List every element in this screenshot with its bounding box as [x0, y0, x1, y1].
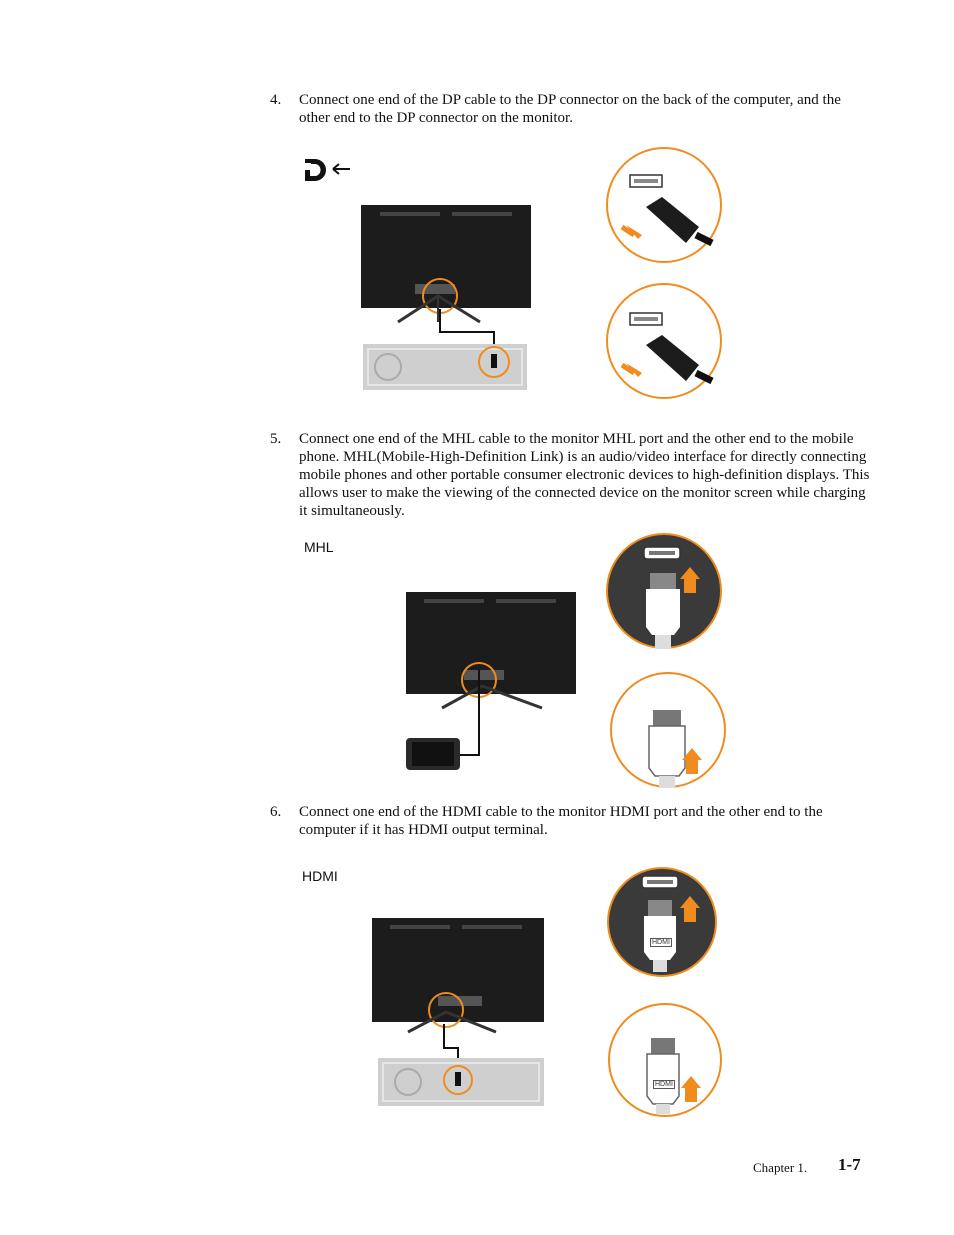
hdmi-label: HDMI	[302, 868, 338, 884]
dp-monitor-figure	[360, 204, 535, 394]
hdmi-connector-detail-top	[600, 866, 724, 984]
hdmi-plug-label: HDMI	[655, 1081, 673, 1088]
hdmi-monitor-figure	[370, 916, 550, 1111]
step-text: Connect one end of the MHL cable to the monitor MHL port and the other end to the mobile phone. MHL(Mobile-High-Definition Link) is an audio/video interface for directly connecting mobile phones and other portable consumer electronic devices to high-definition displays. This allows user to make the viewing of the connected device on the monitor screen while charging it simultaneously.	[299, 431, 870, 519]
step-text: Connect one end of the HDMI cable to the monitor HDMI port and the other end to the computer if it has HDMI output terminal.	[299, 804, 823, 838]
step-6	[270, 803, 870, 839]
step-number: 6.	[270, 804, 282, 820]
footer-chapter: Chapter 1.	[753, 1160, 808, 1175]
mhl-connector-detail-top	[602, 531, 726, 651]
mhl-label: MHL	[304, 539, 334, 555]
mhl-connector-detail-bottom	[606, 670, 730, 794]
dp-connector-detail-top	[604, 145, 724, 265]
mhl-monitor-figure	[404, 590, 582, 775]
page-number: 1-7	[838, 1155, 861, 1174]
step-number: 5.	[270, 431, 282, 447]
hdmi-connector-detail-bottom	[603, 1002, 727, 1122]
step-4	[270, 91, 870, 127]
step-text: Connect one end of the DP cable to the DP connector on the back of the computer, and the other end to the DP connector on the monitor.	[299, 92, 841, 126]
step-number: 4.	[270, 92, 282, 108]
displayport-icon	[303, 157, 353, 183]
dp-connector-detail-bottom	[604, 283, 724, 403]
hdmi-plug-label: HDMI	[652, 939, 670, 946]
step-5	[270, 430, 870, 520]
